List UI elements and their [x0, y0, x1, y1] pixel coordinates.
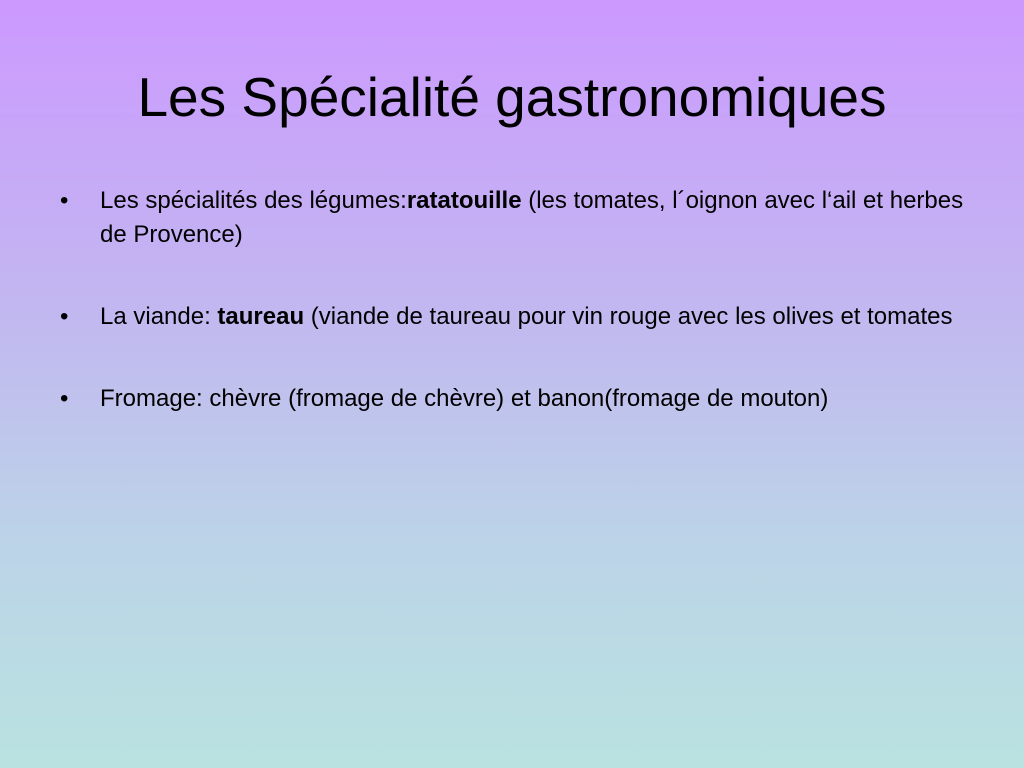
bullet-text-bold: taureau: [217, 303, 305, 330]
bullet-item-viande: [56, 300, 976, 334]
bullet-item-fromage: [56, 382, 976, 416]
bullet-marker: •: [60, 385, 69, 412]
bullet-text-suffix: (les tomates, l´oignon avec l‘ail et herbes de Provence): [100, 187, 964, 248]
bullet-text-prefix: La viande:: [100, 303, 218, 330]
bullet-text-suffix: (viande de taureau pour vin rouge avec les olives et tomates: [304, 303, 953, 330]
bullet-marker: •: [60, 187, 69, 214]
bullet-marker: •: [60, 303, 69, 330]
slide-title: Les Spécialité gastronomiques: [137, 66, 887, 128]
bullet-text-bold: ratatouille: [406, 187, 522, 214]
bullet-text-prefix: Fromage: chèvre (fromage de chèvre) et banon(fromage de mouton): [100, 385, 829, 412]
bullet-text-prefix: Les spécialités des légumes:: [100, 187, 407, 214]
bullet-item-legumes: [56, 184, 976, 252]
bullet-list: [56, 184, 976, 464]
